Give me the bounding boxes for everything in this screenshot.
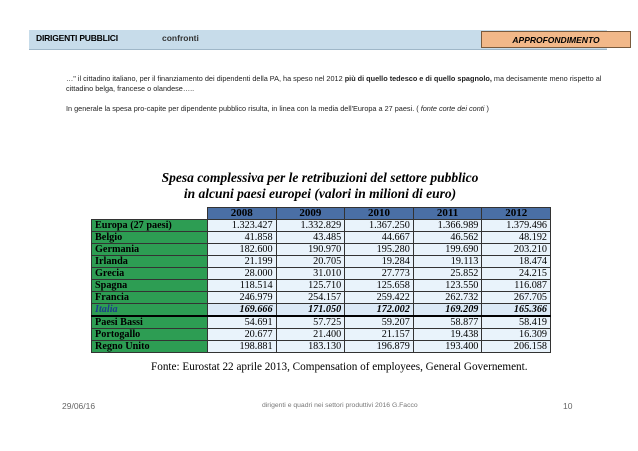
quote-text-bold: più di quello tedesco e di quello spagnolo, bbox=[344, 74, 492, 83]
spending-table bbox=[91, 207, 551, 353]
year-header-cell: 2008 bbox=[208, 208, 277, 220]
approfondimento-badge: APPROFONDIMENTO bbox=[481, 31, 631, 48]
intro-summary bbox=[66, 104, 606, 114]
table-row bbox=[92, 316, 551, 329]
section-title: DIRIGENTI PUBBLICI bbox=[36, 33, 118, 43]
value-cell: 165.366 bbox=[482, 304, 551, 317]
value-cell: 20.705 bbox=[276, 256, 345, 268]
value-cell: 182.600 bbox=[208, 244, 277, 256]
value-cell: 44.667 bbox=[345, 232, 414, 244]
value-cell: 21.199 bbox=[208, 256, 277, 268]
value-cell: 58.877 bbox=[413, 316, 482, 329]
value-cell: 19.284 bbox=[345, 256, 414, 268]
value-cell: 27.773 bbox=[345, 268, 414, 280]
country-cell: Italia bbox=[92, 304, 208, 317]
summary-source: fonte corte dei conti bbox=[418, 104, 487, 113]
table-row bbox=[92, 329, 551, 341]
value-cell: 57.725 bbox=[276, 316, 345, 329]
value-cell: 116.087 bbox=[482, 280, 551, 292]
value-cell: 24.215 bbox=[482, 268, 551, 280]
table-row bbox=[92, 244, 551, 256]
country-cell: Portogallo bbox=[92, 329, 208, 341]
country-cell: Europa (27 paesi) bbox=[92, 220, 208, 232]
value-cell: 196.879 bbox=[345, 341, 414, 353]
country-cell: Francia bbox=[92, 292, 208, 304]
figure-title-line2: in alcuni paesi europei (valori in milioni di euro) bbox=[183, 186, 457, 201]
figure-source: Fonte: Eurostat 22 aprile 2013, Compensation of employees, General Governement. bbox=[151, 361, 528, 373]
value-cell: 259.422 bbox=[345, 292, 414, 304]
country-cell: Regno Unito bbox=[92, 341, 208, 353]
footer-date: 29/06/16 bbox=[62, 401, 96, 411]
country-cell: Germania bbox=[92, 244, 208, 256]
value-cell: 1.367.250 bbox=[345, 220, 414, 232]
intro-quote bbox=[66, 74, 606, 94]
value-cell: 28.000 bbox=[208, 268, 277, 280]
value-cell: 20.677 bbox=[208, 329, 277, 341]
value-cell: 206.158 bbox=[482, 341, 551, 353]
value-cell: 254.157 bbox=[276, 292, 345, 304]
value-cell: 31.010 bbox=[276, 268, 345, 280]
country-cell: Irlanda bbox=[92, 256, 208, 268]
year-header-cell: 2012 bbox=[482, 208, 551, 220]
value-cell: 262.732 bbox=[413, 292, 482, 304]
value-cell: 54.691 bbox=[208, 316, 277, 329]
value-cell: 123.550 bbox=[413, 280, 482, 292]
value-cell: 199.690 bbox=[413, 244, 482, 256]
value-cell: 1.332.829 bbox=[276, 220, 345, 232]
country-cell: Paesi Bassi bbox=[92, 316, 208, 329]
value-cell: 46.562 bbox=[413, 232, 482, 244]
table-row bbox=[92, 220, 551, 232]
summary-close: ) bbox=[486, 104, 489, 113]
value-cell: 171.050 bbox=[276, 304, 345, 317]
year-header-cell: 2009 bbox=[276, 208, 345, 220]
value-cell: 16.309 bbox=[482, 329, 551, 341]
value-cell: 203.210 bbox=[482, 244, 551, 256]
value-cell: 59.207 bbox=[345, 316, 414, 329]
value-cell: 169.666 bbox=[208, 304, 277, 317]
value-cell: 172.002 bbox=[345, 304, 414, 317]
value-cell: 118.514 bbox=[208, 280, 277, 292]
quote-text-end: ma decisamente meno rispetto al cittadino belga, francese o olandese….. bbox=[66, 74, 602, 93]
table-row bbox=[92, 341, 551, 353]
value-cell: 19.438 bbox=[413, 329, 482, 341]
value-cell: 1.379.496 bbox=[482, 220, 551, 232]
table-row bbox=[92, 292, 551, 304]
country-cell: Spagna bbox=[92, 280, 208, 292]
country-cell: Belgio bbox=[92, 232, 208, 244]
value-cell: 18.474 bbox=[482, 256, 551, 268]
value-cell: 246.979 bbox=[208, 292, 277, 304]
value-cell: 1.366.989 bbox=[413, 220, 482, 232]
value-cell: 58.419 bbox=[482, 316, 551, 329]
value-cell: 125.658 bbox=[345, 280, 414, 292]
footer-caption: dirigenti e quadri nei settori produttivi 2016 G.Facco bbox=[262, 402, 418, 409]
value-cell: 21.157 bbox=[345, 329, 414, 341]
value-cell: 19.113 bbox=[413, 256, 482, 268]
header-bar bbox=[29, 30, 607, 50]
value-cell: 190.970 bbox=[276, 244, 345, 256]
topic-label: confronti bbox=[162, 33, 199, 43]
quote-text-start: …" il cittadino italiano, per il finanziamento dei dipendenti della PA, ha speso nel 2012 bbox=[66, 74, 345, 83]
value-cell: 21.400 bbox=[276, 329, 345, 341]
year-header-cell: 2010 bbox=[345, 208, 414, 220]
value-cell: 198.881 bbox=[208, 341, 277, 353]
table-row bbox=[92, 304, 551, 317]
figure-title bbox=[110, 170, 530, 202]
value-cell: 125.710 bbox=[276, 280, 345, 292]
value-cell: 48.192 bbox=[482, 232, 551, 244]
value-cell: 43.485 bbox=[276, 232, 345, 244]
figure-title-line1: Spesa complessiva per le retribuzioni del settore pubblico bbox=[161, 170, 479, 185]
value-cell: 25.852 bbox=[413, 268, 482, 280]
value-cell: 1.323.427 bbox=[208, 220, 277, 232]
value-cell: 41.858 bbox=[208, 232, 277, 244]
summary-text: In generale la spesa pro-capite per dipendente pubblico risulta, in linea con la media dell'Europa a 27 paesi. ( bbox=[66, 104, 419, 113]
value-cell: 195.280 bbox=[345, 244, 414, 256]
value-cell: 193.400 bbox=[413, 341, 482, 353]
table-row bbox=[92, 256, 551, 268]
table-row bbox=[92, 268, 551, 280]
table-row bbox=[92, 280, 551, 292]
value-cell: 267.705 bbox=[482, 292, 551, 304]
year-header-cell: 2011 bbox=[413, 208, 482, 220]
corner-cell bbox=[92, 208, 208, 220]
table-row bbox=[92, 232, 551, 244]
year-header-row bbox=[92, 208, 551, 220]
page-number: 10 bbox=[563, 401, 573, 411]
value-cell: 183.130 bbox=[276, 341, 345, 353]
country-cell: Grecia bbox=[92, 268, 208, 280]
value-cell: 169.209 bbox=[413, 304, 482, 317]
